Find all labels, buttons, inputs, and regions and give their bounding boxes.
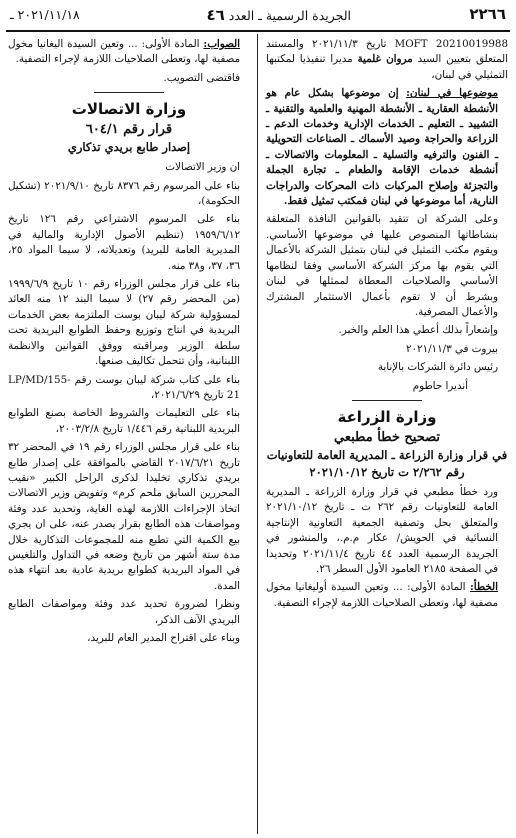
recital-4: بناء على كتاب شركة ليبان بوست رقم LP/MD/155-21 تاريخ ٢٠٢١/٦/٢٩، <box>8 373 240 401</box>
recital-3: بناء على قرار مجلس الوزراء رقم ١٠ تاريخ ١٩٩٩/٦/٩ (من المحضر رقم ٢٧) لا سيما البند ١٢ منه العائد لمسؤولية شركة ليبان بوست الملتزمة بعض الخدمات البريدية في انتاج وتوزيع وحفظ الطوابع البريدية تحت سلطة الوزير ومراقبته ووفق القوانين والانظمة اللبنانية، وأن تتحمل تكاليف صنعها. <box>8 278 240 368</box>
reference-text: تاريخ ٢٠٢١/١١/٣ والمستند المتعلق بتعيين السيد <box>266 38 508 66</box>
closing-line: فاقتضى التصويب. <box>163 71 240 84</box>
signer-title: رئيس دائرة الشركات بالإنابة <box>377 361 498 374</box>
ministry-agriculture-heading: وزارة الزراعة <box>337 407 437 426</box>
correction-subtitle: في قرار وزارة الزراعة ـ المديرية العامة للتعاونيات رقم ٢/٢٦٢ ت تاريخ ٢٠٢١/١٠/١٢ <box>266 447 508 479</box>
reference-number: MOFT 20210019988 <box>394 38 508 50</box>
journal-title <box>206 6 351 24</box>
correct-paragraph <box>8 37 250 68</box>
company-notice-paragraph <box>266 37 508 83</box>
error-label: الخطأ: <box>469 581 498 594</box>
error-paragraph <box>266 580 508 611</box>
place-date: بيروت في ٢٠٢١/١١/٣ <box>405 342 498 355</box>
recital-5: بناء على التعليمات والشروط الخاصة بصنع الطوابع البريدية اللبنانية رقم ١/٤٤٦ تاريخ ٢٠٠٣/٢/٨، <box>8 407 240 435</box>
column-divider <box>257 34 258 834</box>
recital-8: وبناء على اقتراح المدير العام للبريد، <box>87 632 240 644</box>
signer-name: أنديرا حاطوم <box>412 379 468 392</box>
decision-subject: إصدار طابع بريدي تذكاري <box>67 140 191 155</box>
objects-label: موضوعها في لبنان: <box>406 87 498 100</box>
section-rule <box>94 92 164 93</box>
right-column <box>266 37 508 614</box>
objects-text: إن موضوعها بشكل عام هو الأنشطة العقارية ـ الأنشطة المهنية والعلمية والتقنية ـ التشييد ـ التعليم ـ الخدمات الإدارية وخدمات الدعم ـ الزراعة والحراجة وصيد الأسماك ـ الصناعات التحويلية ـ الفنون والترفيه والتسلية ـ المعلومات والاتصالات ـ أنشطة خدمات الإقامة والطعام ـ تجارة الجملة والتجزئة وإصلاح المركبات ذات المحركات والدراجات النارية، أما موضوعها في لبنان فمكتب تمثيل فقط. <box>266 87 498 208</box>
section-rule <box>352 400 422 401</box>
recital-7: ونظرا لضرورة تحديد عدد وفئة ومواصفات الطابع البريدي الآنف الذكر، <box>8 598 240 626</box>
objects-paragraph <box>266 86 508 209</box>
correction-body: ورد خطأ مطبعي في قرار وزارة الزراعة ـ المديرية العامة للتعاونيات رقم ٢٦٢ ت ـ تاريخ ٢٠٢١/١٠/١٢ والمتعلق بحل وتصفية الجمعية التعاونية الإنتاجية النسائية في الحويش/ عكار م.م.، والمنشور في الجريدة الرسمية العدد ٤٤ تاريخ ٢٠٢١/١١/٤ وتحديدا في الصفحة ٢١٨٥ العامود الأول السطر ٢٦. <box>266 485 498 575</box>
journal-name: الجريدة الرسمية ـ العدد <box>228 8 351 23</box>
ministry-telecom-heading: وزارة الاتصالات <box>71 100 187 119</box>
correct-label: الصواب: <box>203 38 241 50</box>
page-header <box>0 0 516 30</box>
page-number: ٢٢٦٦ <box>469 5 506 23</box>
certification-paragraph: وإشعاراً بذلك أعطي هذا العلم والخبر. <box>338 324 498 337</box>
error-text: المادة الأولى: ... وتعين السيدة أوليغانيا مخول مصفية لها، وتعطى الصلاحيات اللازمة لإجراء التصفية. <box>266 581 498 609</box>
issue-date: ٢٠٢١/١١/١٨ ـ <box>10 7 80 22</box>
recital-6: بناء على قرار مجلس الوزراء رقم ١٩ في المحضر ٣٢ تاريخ ٢٠١٧/٦/٢١ القاضي بالموافقة على إصدار طابع بريدي تذكاري تخليدا لذكرى الراحل الكبير «نقيب المحررين السابق ملحم كرم» وتفويض وزير الاتصالات اتخاذ الإجراءات اللازمة لهذه الغاية، وتحديد عدد وفئة ومواصفات هذه الطابع بقرار يصدر عنه، على ان يجري بيع الكمية التي تطبع منه للمجموعات التذكارية خلال مدة ستة أشهر من تاريخ وضعه في التداول والتلغيس في المواد البريدية كطوابع بريدية عادية بعد انتهاء هذه المدة. <box>8 441 240 592</box>
issue-number: ٤٦ <box>206 6 225 24</box>
left-column <box>8 37 250 649</box>
correction-title: تصحيح خطأ مطبعي <box>334 429 440 445</box>
recital-1: بناء على المرسوم رقم ٨٣٧٦ تاريخ ٢٠٢١/٩/١٠ (تشكيل الحكومة)، <box>8 179 240 208</box>
manager-name: مروان غلمية <box>357 53 413 66</box>
minister-intro: ان وزير الاتصالات <box>165 161 240 174</box>
header-rule <box>6 30 510 32</box>
correct-text: المادة الأولى: ... وتعين السيدة اليغانيا مخول مصفية لها، وتعطى الصلاحيات اللازمة لإجراء التصفية. <box>8 38 240 66</box>
obligations-paragraph: وعلى الشركة ان تتقيد بالقوانين النافذة المتعلقة بنشاطاتها المنصوص عليها في موضوعها الأساسي. ويقوم مكتب التمثيل في لبنان بتمثيل الشركة بالأعمال التي يقوم بها مركز الشركة الأساسي وفقا لنظامها الأساسي والصلاحيات المعطاة لممثلها في لبنان وبشرط أن لا تقوم بأعمال الاستثمار المشترك والأعمال المصرفية. <box>266 213 498 318</box>
decision-number: قرار رقم ٦٠٤/١ <box>85 122 173 138</box>
reference-tail: مديرا تنفيذيا لمكتبها التمثيلي في لبنان، <box>266 53 508 81</box>
recital-2: بناء على المرسوم الاشتراعي رقم ١٢٦ تاريخ ١٩٥٩/٦/١٢ (تنظيم الأصول الإدارية والمالية في المديرية العامة للبريد) وتعديلاته، لا سيما المواد ٢٥، ٣٦، ٣٧، و٣٨ منه. <box>8 213 240 272</box>
